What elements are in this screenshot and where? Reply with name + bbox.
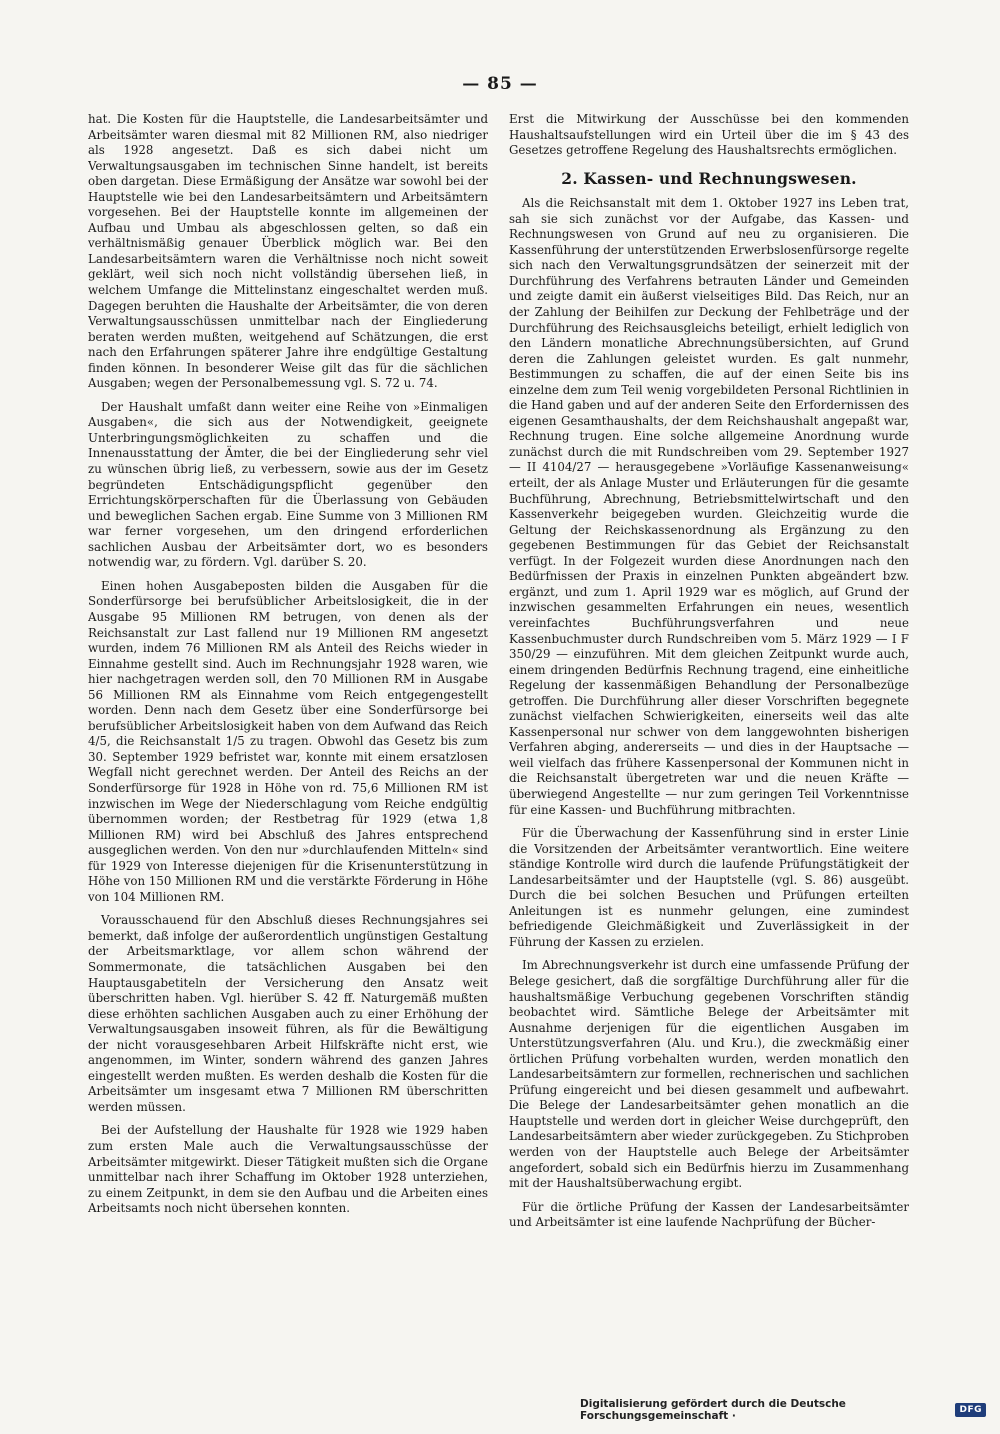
paragraph: Im Abrechnungsverkehr ist durch eine umfassende Prüfung der Belege gesichert, daß die sorgfältige Durchführung aller für die haushaltsmäßige Verbuchung gegebenen Vorschriften ständig beobachtet wird. Sämtliche Belege der Arbeitsämter mit Ausnahme derjenigen für die eigentlichen Ausgaben im Unterstützungsverfahren (Alu. und Kru.), die zweckmäßig einer örtlichen Prüfung vorbehalten wurden, werden monatlich den Landesarbeitsämtern zur formellen, rechnerischen und sachlichen Prüfung eingereicht und bei diesen gesammelt und aufbewahrt. Die Belege der Landesarbeitsämter gehen monatlich an die Hauptstelle und werden dort in gleicher Weise durchgeprüft, den Landesarbeitsämtern aber wieder zurückgegeben. Zu Stichproben werden von der Hauptstelle auch Belege der Arbeitsämter angefordert, sobald sich ein Bedürfnis hierzu im Zusammenhang mit der Haushaltsüberwachung ergibt. — [509, 958, 909, 1191]
right-column — [509, 112, 909, 1327]
left-column — [88, 112, 488, 1327]
paragraph: Bei der Aufstellung der Haushalte für 1928 wie 1929 haben zum ersten Male auch die Verwaltungsausschüsse der Arbeitsämter mitgewirkt. Dieser Tätigkeit mußten sich die Organe unmittelbar nach ihrer Schaffung im Oktober 1928 unterziehen, zu einem Zeitpunkt, in dem sie den Aufbau und die Arbeiten eines Arbeitsamts noch nicht übersehen konnten. — [88, 1123, 488, 1216]
paragraph: Als die Reichsanstalt mit dem 1. Oktober 1927 ins Leben trat, sah sie sich zunächst vor der Aufgabe, das Kassen- und Rechnungswesen von Grund auf neu zu organisieren. Die Kassenführung der unterstützenden Erwerbslosenfürsorge regelte sich nach den Verwaltungsgrundsätzen der seinerzeit mit der Durchführung des Verfahrens betrauten Länder und Gemeinden und zeigte damit ein äußerst vielseitiges Bild. Das Reich, nur an der Zahlung der Beihilfen zur Deckung der Fehlbeträge und der Durchführung des Reichsausgleichs beteiligt, erhielt lediglich von den Ländern monatliche Abrechnungsübersichten, auf Grund deren die Zahlungen geleistet wurden. Es galt nunmehr, Bestimmungen zu schaffen, die auf der einen Seite bis ins einzelne dem zum Teil wenig vorgebildeten Personal Richtlinien in die Hand gaben und auf der anderen Seite den Erfordernissen des eigenen Gesamthaushalts, der dem Reichshaushalt angepaßt war, Rechnung trugen. Eine solche allgemeine Anordnung wurde zunächst durch die mit Rundschreiben vom 29. September 1927 — II 4104/27 — herausgegebene »Vorläufige Kassenanweisung« erteilt, der als Anlage Muster und Erläuterungen für die gesamte Buchführung, Abrechnung, Betriebsmittelwirtschaft und den Kassenverkehr beigegeben wurden. Gleichzeitig wurde die Geltung der Reichskassenordnung als Ergänzung zu den gegebenen Bestimmungen für das Gebiet der Reichsanstalt verfügt. In der Folgezeit wurden diese Anordnungen nach den Bedürfnissen der Praxis in einzelnen Punkten abgeändert bzw. ergänzt, und zum 1. April 1929 war es möglich, auf Grund der inzwischen gesammelten Erfahrungen ein neues, wesentlich vereinfachtes Buchführungsverfahren und neue Kassenbuchmuster durch Rundschreiben vom 5. März 1929 — I F 350/29 — einzuführen. Mit dem gleichen Zeitpunkt wurde auch, einem dringenden Bedürfnis Rechnung tragend, eine einheitliche Regelung der kassenmäßigen Behandlung der Personalbezüge getroffen. Die Durchführung aller dieser Vorschriften begegnete zunächst vielfachen Schwierigkeiten, einerseits weil das alte Kassenpersonal nur schwer von dem langgewohnten bisherigen Verfahren abging, andererseits — und dies in der Hauptsache — weil vielfach das frühere Kassenpersonal der Kommunen nicht in die Reichsanstalt übergetreten war und die neuen Kräfte — überwiegend Angestellte — nur zum geringen Teil Vorkenntnisse für eine Kassen- und Buchführung mitbrachten. — [509, 196, 909, 817]
section-heading: 2. Kassen- und Rechnungswesen. — [561, 168, 857, 188]
paragraph: Erst die Mitwirkung der Ausschüsse bei den kommenden Haushaltsaufstellungen wird ein Urteil über die im § 43 des Gesetzes getroffene Regelung des Haushaltsrechts ermöglichen. — [509, 112, 909, 158]
paragraph: Der Haushalt umfaßt dann weiter eine Reihe von »Einmaligen Ausgaben«, die sich aus der Notwendigkeit, geeignete Unterbringungsmöglichkeiten zu schaffen und die Innenausstattung der Ämter, die bei der Eingliederung sehr viel zu wünschen übrig ließ, zu verbessern, sowie aus der im Gesetz begründeten Entschädigungspflicht gegenüber den Errichtungskörperschaften für die Überlassung von Gebäuden und beweglichen Sachen ergab. Eine Summe von 3 Millionen RM war ferner vorgesehen, um den dringend erforderlichen sachlichen Ausbau der Arbeitsämter dort, wo es besonders notwendig war, zu fördern. Vgl. darüber S. 20. — [88, 399, 488, 570]
paragraph: Einen hohen Ausgabeposten bilden die Ausgaben für die Sonderfürsorge bei berufsüblicher Arbeitslosigkeit, die in der Ausgabe 95 Millionen RM betrugen, von denen als der Reichsanstalt zur Last fallend nur 19 Millionen RM angesetzt wurden, indem 76 Millionen RM als Anteil des Reichs wieder in Einnahme gestellt sind. Auch im Rechnungsjahr 1928 waren, wie hier nachgetragen werden soll, den 70 Millionen RM in Ausgabe 56 Millionen RM als Einnahme vom Reich entgegengestellt worden. Denn nach dem Gesetz über eine Sonderfürsorge bei berufsüblicher Arbeitslosigkeit haben von dem Aufwand das Reich 4/5, die Reichsanstalt 1/5 zu tragen. Obwohl das Gesetz bis zum 30. September 1929 befristet war, konnte mit einem ersatzlosen Wegfall nicht gerechnet werden. Der Anteil des Reichs an der Sonderfürsorge für 1928 in Höhe von rd. 75,6 Millionen RM ist inzwischen im Wege der Niederschlagung vom Reiche endgültig übernommen worden; der Restbetrag für 1929 (etwa 1,8 Millionen RM) wird bei Abschluß des Jahres entsprechend ausgeglichen werden. Von den nur »durchlaufenden Mitteln« sind für 1929 von Interesse diejenigen für die Krisenunterstützung in Höhe von 150 Millionen RM und die verstärkte Förderung in Höhe von 104 Millionen RM. — [88, 578, 488, 904]
dfg-logo-icon: DFG — [955, 1403, 986, 1417]
paragraph: Für die Überwachung der Kassenführung sind in erster Linie die Vorsitzenden der Arbeitsämter verantwortlich. Eine weitere ständige Kontrolle wird durch die laufende Prüfungstätigkeit der Landesarbeitsämter und der Hauptstelle (vgl. S. 86) ausgeübt. Durch die bei solchen Besuchen und Prüfungen erteilten Anleitungen ist es nunmehr gelungen, eine zumindest befriedigende Gleichmäßigkeit und Zuverlässigkeit in der Führung der Kassen zu erzielen. — [509, 826, 909, 949]
paragraph: Vorausschauend für den Abschluß dieses Rechnungsjahres sei bemerkt, daß infolge der außerordentlich ungünstigen Gestaltung der Arbeitsmarktlage, vor allem schon während der Sommermonate, die tatsächlichen Ausgaben bei den Hauptausgabetiteln der Versicherung den Ansatz weit überschritten haben. Vgl. hierüber S. 42 ff. Naturgemäß mußten diese erhöhten sachlichen Ausgaben auch zu einer Erhöhung der Verwaltungsausgaben insoweit führen, als für die Bewältigung der nicht vorausgesehbaren Arbeit Hilfskräfte nicht erst, wie angenommen, im Winter, sondern während des ganzen Jahres eingestellt werden mußten. Es werden deshalb die Kosten für die Arbeitsämter um insgesamt etwa 7 Millionen RM überschritten werden müssen. — [88, 913, 488, 1114]
paragraph: hat. Die Kosten für die Hauptstelle, die Landesarbeitsämter und Arbeitsämter waren diesmal mit 82 Millionen RM, also niedriger als 1928 angesetzt. Daß es sich dabei nicht um Verwaltungsausgaben im technischen Sinne handelt, ist bereits oben dargetan. Diese Ermäßigung der Ansätze war sowohl bei der Hauptstelle wie bei den Landesarbeitsämtern und Arbeitsämtern vorgesehen. Bei der Hauptstelle konnte im allgemeinen der Aufbau und Umbau als abgeschlossen gelten, so daß ein verhältnismäßig genauer Überblick möglich war. Bei den Landesarbeitsämtern waren die Verhältnisse noch nicht soweit geklärt, weil sich noch nicht vollständig übersehen ließ, in welchem Umfange die Mittelinstanz eingeschaltet werden muß. Dagegen beruhten die Haushalte der Arbeitsämter, die von deren Verwaltungsausschüssen unmittelbar nach der Eingliederung beraten werden mußten, weitgehend auf Schätzungen, die erst nach den Erfahrungen späterer Jahre ihre endgültige Gestaltung finden können. In besonderer Weise gilt das für die sächlichen Ausgaben; wegen der Personalbemessung vgl. S. 72 u. 74. — [88, 112, 488, 391]
paragraph: Für die örtliche Prüfung der Kassen der Landesarbeitsämter und Arbeitsämter ist eine laufende Nachprüfung der Bücher- — [509, 1199, 909, 1230]
credit-text: Digitalisierung gefördert durch die Deutsche Forschungsgemeinschaft · — [580, 1398, 846, 1422]
digitization-credit — [580, 1398, 986, 1422]
page-number: — 85 — — [462, 74, 538, 94]
